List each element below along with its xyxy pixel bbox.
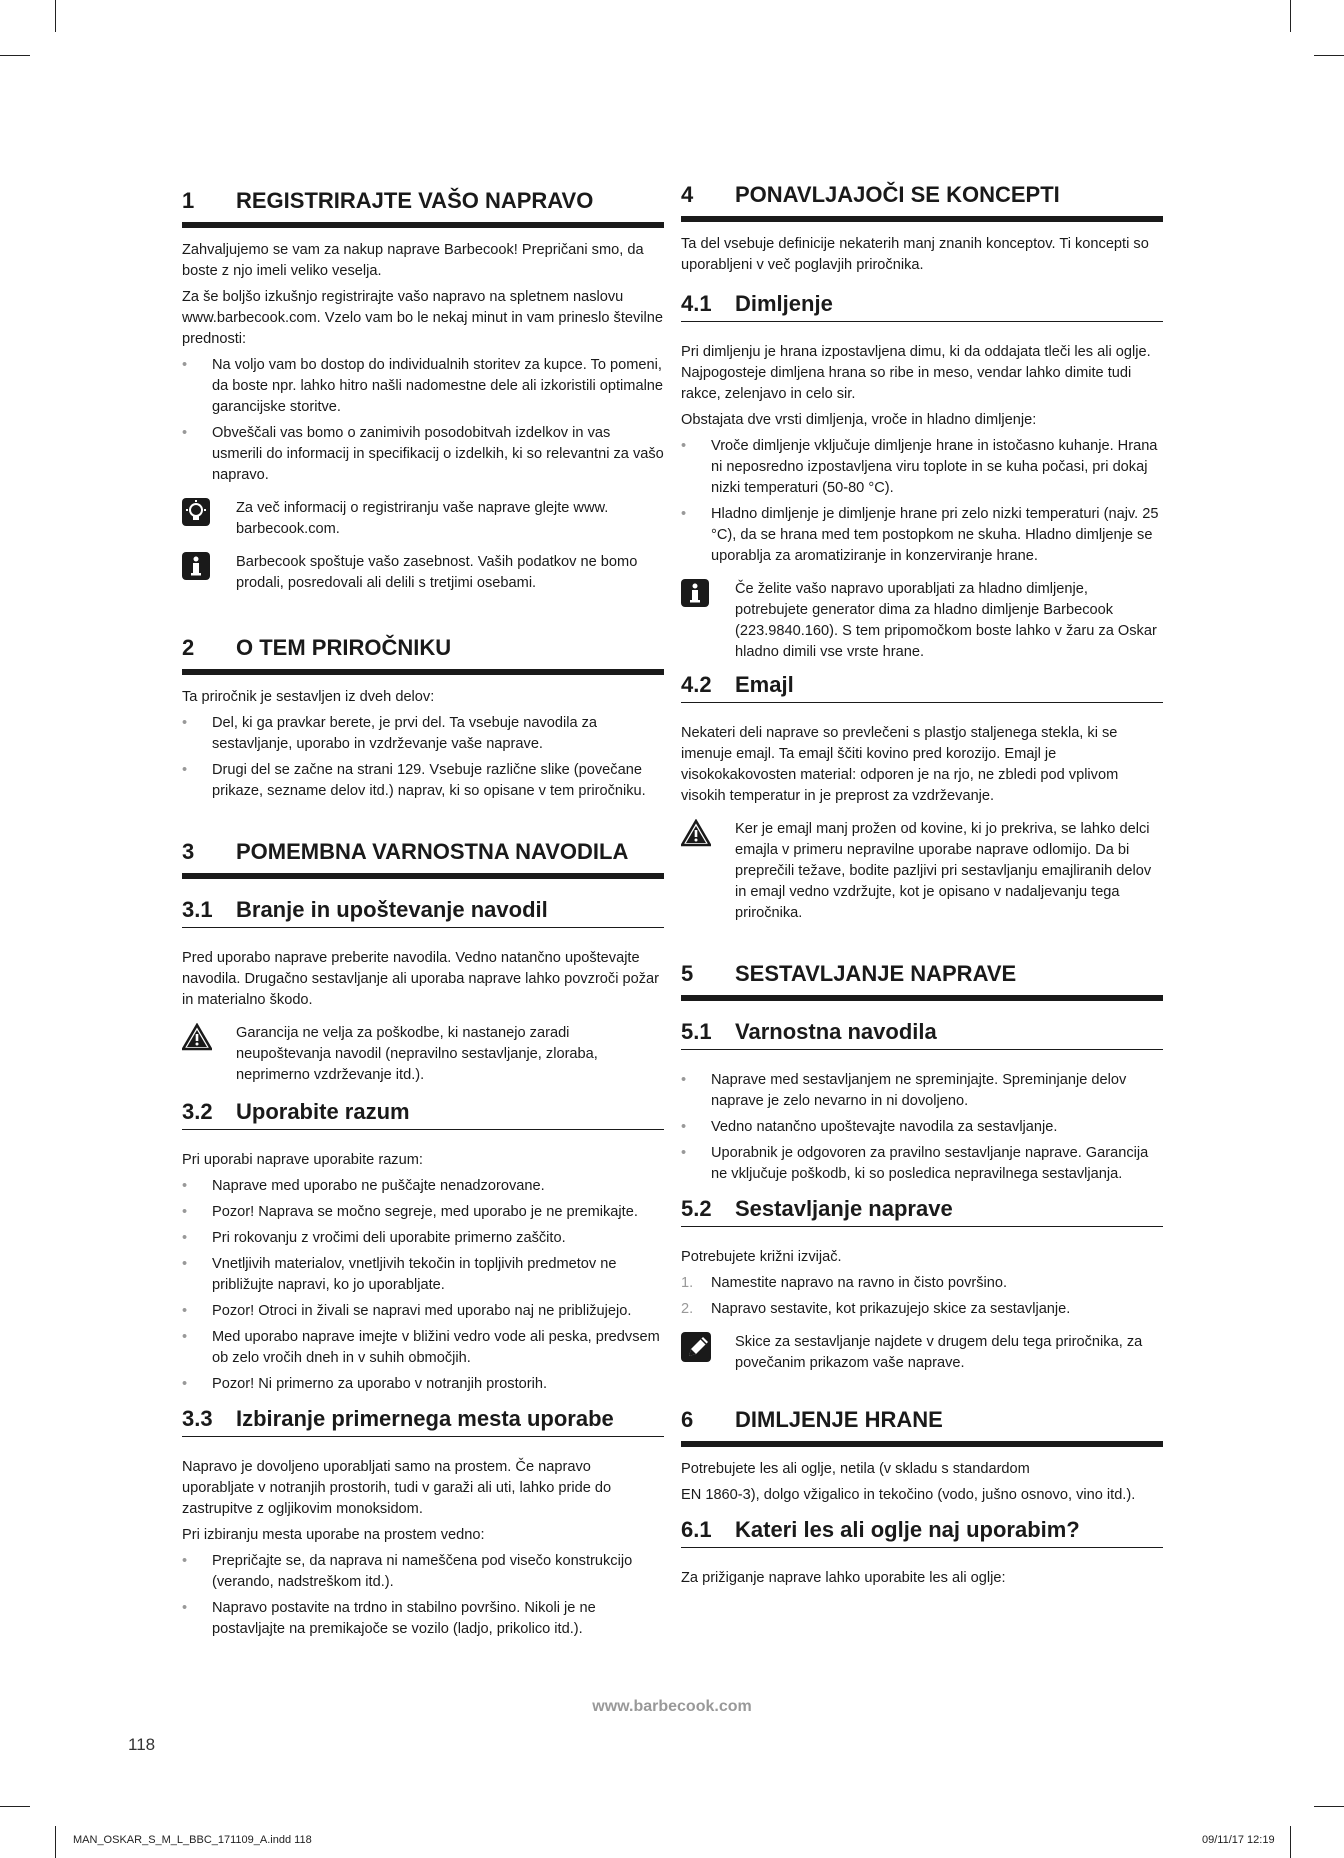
list-item: • Vedno natančno upoštevajte navodila za sestavljanje. <box>681 1119 1058 1135</box>
list-item: • Vroče dimljenje vključuje dimljenje hrane in istočasno kuhanje. Hrana ni neposredno izpostavljena viru toplote in se kuha počasi, pri dokaj nizki temperaturi (50-80 °C). <box>681 438 1158 496</box>
paragraph: Napravo je dovoljeno uporabljati samo na prostem. Če napravo uporabljate v notranjih prostorih, tudi v garaži ali uti, lahko pride do zastrupitve z ogljikovim monoksidom. <box>182 1459 612 1517</box>
bullet-list <box>182 713 664 802</box>
paragraph: Nekateri deli naprave so prevlečeni s plastjo staljenega stekla, ki se imenuje emajl. Ta emajl ščiti kovino pred korozijo. Emajl je visokokakovosten material: odporen je na rjo, ne zbledi pod vplivom visokih temperatur in je preprost za vzdrževanje. <box>681 725 1119 804</box>
section-2-heading: 2 O TEM PRIROČNIKU <box>182 635 664 675</box>
left-column <box>182 180 664 1645</box>
crop-mark <box>1290 1826 1291 1858</box>
pencil-note: Skice za sestavljanje najdete v drugem delu tega priročnika, za povečanim prikazom vaše naprave. <box>681 1332 1163 1374</box>
list-item: • Pozor! Naprava se močno segreje, med uporabo je ne premikajte. <box>182 1204 638 1220</box>
crop-mark <box>55 0 56 32</box>
list-item: • Naprave med uporabo ne puščajte nenadzorovane. <box>182 1178 545 1194</box>
section-3-heading: 3 POMEMBNA VARNOSTNA NAVODILA <box>182 839 664 879</box>
paragraph: Obstajata dve vrsti dimljenja, vroče in hladno dimljenje: <box>681 412 1037 428</box>
crop-mark <box>55 1826 56 1858</box>
list-item: • Pozor! Ni primerno za uporabo v notranjih prostorih. <box>182 1376 548 1392</box>
list-item: • Na voljo vam bo dostop do individualnih storitev za kupce. To pomeni, da boste npr. lahko hitro našli nadomestne dele ali izkoristili optimalne garancijske storitve. <box>182 357 664 415</box>
right-column <box>681 180 1163 1594</box>
info-note: Če želite vašo napravo uporabljati za hladno dimljenje, potrebujete generator dima za hladno dimljenje Barbecook (223.9840.160). S tem pripomočkom boste lahko v žaru za Oskar hladno dimili vse vrste hrane. <box>681 579 1163 663</box>
footer-url[interactable]: www.barbecook.com <box>592 1698 752 1715</box>
page-number: 118 <box>128 1735 156 1754</box>
pencil-icon <box>681 1332 735 1374</box>
section-4-1-heading: 4.1 Dimljenje <box>681 291 1163 322</box>
list-item: • Naprave med sestavljanjem ne spreminjajte. Spreminjanje delov naprave je zelo nevarno in ni dovoljeno. <box>681 1072 1127 1109</box>
list-item: • Drugi del se začne na strani 129. Vsebuje različne slike (povečane prikaze, sezname delov itd.) naprav, ki so opisane v tem priročniku. <box>182 762 646 799</box>
section-6-1-heading: 6.1 Kateri les ali oglje naj uporabim? <box>681 1517 1163 1548</box>
numbered-list <box>681 1273 1163 1320</box>
section-1-heading: 1 REGISTRIRAJTE VAŠO NAPRAVO <box>182 188 664 228</box>
section-3-1-heading: 3.1 Branje in upoštevanje navodil <box>182 897 664 928</box>
bullet-list <box>182 1551 664 1640</box>
bullet-list <box>182 355 664 486</box>
list-item: • Pozor! Otroci in živali se napravi med uporabo naj ne približujejo. <box>182 1303 632 1319</box>
crop-mark <box>1314 1806 1344 1807</box>
section-5-heading: 5 SESTAVLJANJE NAPRAVE <box>681 961 1163 1001</box>
paragraph: Ta priročnik je sestavljen iz dveh delov: <box>182 689 435 705</box>
print-slug-file: MAN_OSKAR_S_M_L_BBC_171109_A.indd 118 <box>73 1834 312 1846</box>
section-3-3-heading: 3.3 Izbiranje primernega mesta uporabe <box>182 1406 664 1437</box>
bullet-list <box>681 436 1163 567</box>
paragraph: Za še boljšo izkušnjo registrirajte vašo napravo na spletnem naslovu www.barbecook.com. Vzelo vam bo le nekaj minut in vam prineslo številne prednosti: <box>182 289 664 347</box>
warning-note: Ker je emajl manj prožen od kovine, ki jo prekriva, se lahko delci emajla v primeru nepravilne uporabe naprave odlomijo. Da bi preprečili težave, bodite pazljivi pri sestavljanju emajliranih delov in emajl vedno vzdržujte, kot je opisano v nadaljevanju tega priročnika. <box>681 819 1163 924</box>
paragraph: Pri dimljenju je hrana izpostavljena dimu, ki da oddajata tleči les ali oglje. Najpogosteje dimljena hrana so ribe in meso, vendar lahko dimite tudi rakce, zelenjavo in celo sir. <box>681 344 1151 402</box>
paragraph: Pred uporabo naprave preberite navodila. Vedno natančno upoštevajte navodila. Drugačno sestavljanje ali uporaba naprave lahko povzroči požar in materialno škodo. <box>182 950 660 1008</box>
paragraph: Zahvaljujemo se vam za nakup naprave Barbecook! Prepričani smo, da boste z njo imeli veliko veselja. <box>182 242 644 279</box>
list-item: • Hladno dimljenje je dimljenje hrane pri zelo nizki temperaturi (najv. 25 °C), da se hrana med tem postopkom ne skuha. Hladno dimljenje se uporablja za aromatiziranje in konzerviranje hrane. <box>681 506 1159 564</box>
section-5-2-heading: 5.2 Sestavljanje naprave <box>681 1196 1163 1227</box>
crop-mark <box>1290 0 1291 32</box>
bullet-list <box>681 1070 1163 1185</box>
info-note: Barbecook spoštuje vašo zasebnost. Vaših podatkov ne bomo prodali, posredovali ali delili s tretjimi osebami. <box>182 552 664 594</box>
crop-mark <box>0 55 30 56</box>
paragraph: Ta del vsebuje definicije nekaterih manj znanih konceptov. Ti koncepti so uporabljeni v več poglavjih priročnika. <box>681 236 1149 273</box>
print-slug-date: 09/11/17 12:19 <box>1202 1834 1275 1846</box>
paragraph: Pri izbiranju mesta uporabe na prostem vedno: <box>182 1527 485 1543</box>
section-4-heading: 4 PONAVLJAJOČI SE KONCEPTI <box>681 182 1163 222</box>
warning-icon <box>182 1023 236 1086</box>
crop-mark <box>1314 55 1344 56</box>
paragraph: EN 1860-3), dolgo vžigalico in tekočino (vodo, jušno osnovo, vino itd.). <box>681 1487 1136 1503</box>
list-item: • Obveščali vas bomo o zanimivih posodobitvah izdelkov in vas usmerili do informacij in specifikacij o izdelkih, ki so relevantni za vašo napravo. <box>182 425 664 483</box>
info-icon <box>681 579 735 663</box>
paragraph: Potrebujete les ali oglje, netila (v skladu s standardom <box>681 1461 1030 1477</box>
list-item: • Vnetljivih materialov, vnetljivih tekočin in topljivih predmetov ne približujte napravi, ko jo uporabljate. <box>182 1256 617 1293</box>
list-item: 1. Namestite napravo na ravno in čisto površino. <box>681 1275 1008 1291</box>
list-item: • Med uporabo naprave imejte v bližini vedro vode ali peska, predvsem ob zelo vročih dneh in v suhih območjih. <box>182 1329 660 1366</box>
section-5-1-heading: 5.1 Varnostna navodila <box>681 1019 1163 1050</box>
list-item: • Pri rokovanju z vročimi deli uporabite primerno zaščito. <box>182 1230 566 1246</box>
list-item: 2. Napravo sestavite, kot prikazujejo skice za sestavljanje. <box>681 1301 1071 1317</box>
list-item: • Prepričajte se, da naprava ni nameščena pod visečo konstrukcijo (verando, nadstreškom itd.). <box>182 1553 633 1590</box>
section-3-2-heading: 3.2 Uporabite razum <box>182 1099 664 1130</box>
list-item: • Napravo postavite na trdno in stabilno površino. Nikoli je ne postavljajte na premikajoče se vozilo (ladjo, prikolico itd.). <box>182 1600 596 1637</box>
paragraph: Za prižiganje naprave lahko uporabite les ali oglje: <box>681 1570 1006 1586</box>
info-icon <box>182 552 236 594</box>
list-item: • Del, ki ga pravkar berete, je prvi del. Ta vsebuje navodila za sestavljanje, uporabo in vzdrževanje vaše naprave. <box>182 715 598 752</box>
paragraph: Potrebujete križni izvijač. <box>681 1249 842 1265</box>
bullet-list <box>182 1176 664 1395</box>
warning-note: Garancija ne velja za poškodbe, ki nastanejo zaradi neupoštevanja navodil (nepravilno sestavljanje, zloraba, neprimerno vzdrževanje itd.). <box>182 1023 664 1086</box>
section-4-2-heading: 4.2 Emajl <box>681 672 1163 703</box>
paragraph: Pri uporabi naprave uporabite razum: <box>182 1152 423 1168</box>
lightbulb-icon <box>182 498 236 540</box>
tip-note: Za več informacij o registriranju vaše naprave glejte www. barbecook.com. <box>182 498 664 540</box>
list-item: • Uporabnik je odgovoren za pravilno sestavljanje naprave. Garancija ne vključuje poškodb, ki so posledica nepravilnega sestavljanja. <box>681 1145 1149 1182</box>
crop-mark <box>0 1806 30 1807</box>
warning-icon <box>681 819 735 924</box>
section-6-heading: 6 DIMLJENJE HRANE <box>681 1407 1163 1447</box>
